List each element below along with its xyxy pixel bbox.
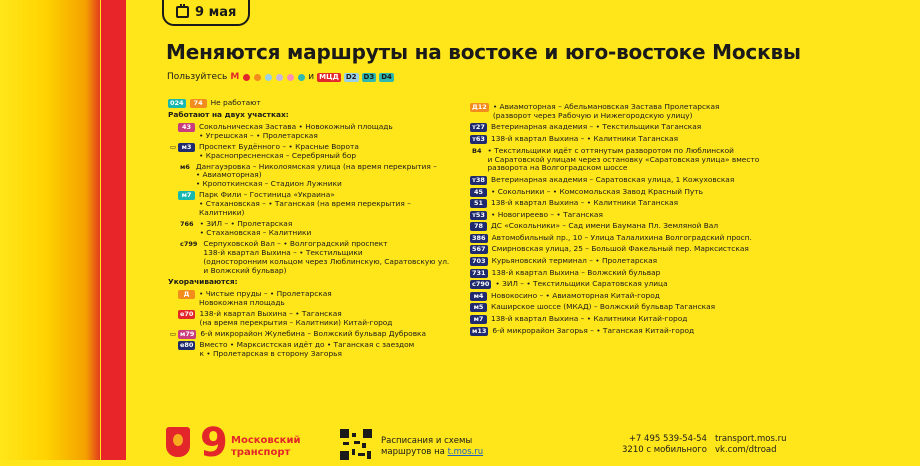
schedule-line-1: Расписания и схемы bbox=[381, 436, 473, 446]
left-column bbox=[168, 99, 458, 361]
route-line: 138-й квартал Выхина – • Калитники Таганская bbox=[491, 134, 679, 143]
route-line: Каширское шоссе (МКАД) – Волжский бульвар Таганская bbox=[491, 302, 716, 312]
route-badge: Д12 bbox=[472, 103, 487, 111]
right-column bbox=[470, 103, 770, 338]
route-badge: 386 bbox=[472, 233, 486, 242]
route-line: 138-й квартал Выхина – • Калитники Таганская bbox=[491, 198, 679, 208]
route-row bbox=[168, 143, 458, 161]
mcd-d4-badge: D4 bbox=[381, 72, 392, 81]
route-text bbox=[199, 341, 458, 359]
route-text bbox=[492, 269, 770, 278]
mcd-badge: МЦД bbox=[319, 72, 339, 81]
route-line: Новокосино – • Авиамоторная Китай-город bbox=[491, 290, 660, 300]
date-tab bbox=[162, 0, 250, 26]
route-text bbox=[199, 143, 458, 161]
route-line: Смирновская улица, 25 – Большой Факельный пер. Марксистская bbox=[491, 244, 749, 254]
route-row bbox=[470, 292, 770, 301]
route-row bbox=[168, 191, 458, 218]
route-row bbox=[470, 199, 770, 208]
route-badge: м7 bbox=[178, 191, 195, 200]
metro-line-dot bbox=[298, 74, 305, 81]
route-line: Ветеринарная академия – • Текстильщики Таганская bbox=[491, 122, 702, 132]
metro-line-dot bbox=[243, 74, 250, 81]
left-gradient-stripe bbox=[0, 0, 100, 460]
use-alternatives-line bbox=[167, 72, 394, 82]
not-working-row bbox=[168, 99, 458, 108]
route-badge: т63 bbox=[470, 135, 487, 144]
route-line: • Кропоткинская – Стадион Лужники bbox=[195, 179, 342, 189]
route-badge: 45 bbox=[470, 188, 487, 197]
route-badge: с799 bbox=[180, 239, 198, 248]
route-row bbox=[470, 280, 770, 289]
date-label: 9 мая bbox=[195, 4, 237, 20]
route-text bbox=[196, 163, 458, 190]
route-line: (односторонним кольцом через Люблинскую, Саратовскую ул. bbox=[203, 256, 450, 266]
brand-line-1: Московский bbox=[231, 435, 301, 446]
route-line: • Новогиреево – • Таганская bbox=[491, 209, 603, 219]
two-parts-list bbox=[168, 123, 458, 276]
route-badge: 78 bbox=[470, 222, 487, 231]
route-text bbox=[491, 135, 770, 144]
route-text bbox=[487, 147, 770, 174]
route-line: • Авиамоторная – Абельмановская Застава Пролетарская bbox=[492, 102, 720, 111]
route-badge: 703 bbox=[472, 257, 486, 266]
route-text bbox=[492, 234, 770, 243]
route-line: Калитники) bbox=[199, 208, 245, 218]
route-badge: В4 bbox=[472, 146, 482, 155]
route-text bbox=[491, 211, 770, 220]
route-line: Дангауэровка – Николоямская улица (на время перекрытия – bbox=[195, 161, 437, 171]
phone-info bbox=[622, 434, 707, 456]
route-line: • Авиамоторная) bbox=[195, 170, 262, 180]
use-prefix: Пользуйтесь bbox=[167, 72, 228, 82]
route-line: Новокожная площадь bbox=[199, 298, 285, 308]
transport-logo-icon: 9 bbox=[200, 420, 228, 466]
route-row bbox=[470, 176, 770, 185]
route-line: и Саратовской улицам через остановку «Саратовская улица» вместо bbox=[487, 154, 760, 164]
route-badge: 567 bbox=[472, 245, 486, 254]
route-row bbox=[470, 257, 770, 266]
route-row bbox=[470, 303, 770, 312]
bus-icon: ▭ bbox=[169, 329, 177, 338]
route-text bbox=[199, 123, 458, 141]
route-text bbox=[199, 191, 458, 218]
brand-line-2: транспорт bbox=[231, 447, 291, 458]
route-line: разворота на Волгоградском шоссе bbox=[487, 163, 628, 173]
route-badge: 731 bbox=[472, 268, 486, 277]
route-text bbox=[199, 310, 458, 328]
route-line: • Текстильщики идёт с оттянутым разворотом по Люблинской bbox=[487, 145, 734, 155]
route-row bbox=[168, 123, 458, 141]
route-badge: е70 bbox=[180, 310, 194, 319]
route-row bbox=[168, 290, 458, 308]
route-text bbox=[199, 290, 458, 308]
route-line: Сокольническая Застава • Новокожный площадь bbox=[199, 121, 393, 131]
route-text bbox=[491, 303, 770, 312]
route-line: • Угрешская – • Пролетарская bbox=[199, 130, 318, 140]
phone-number[interactable]: +7 495 539-54-54 bbox=[628, 434, 707, 444]
not-working-text: Не работают bbox=[210, 98, 261, 107]
route-line: Серпуховской Вал – • Волгоградский проспект bbox=[203, 238, 388, 248]
route-line: • Сокольники – • Комсомольская Завод Красный Путь bbox=[491, 186, 703, 196]
route-text bbox=[491, 292, 770, 301]
route-row bbox=[168, 341, 458, 359]
route-badge: т38 bbox=[470, 176, 487, 185]
route-badge: м5 bbox=[470, 303, 487, 312]
route-badge: т53 bbox=[470, 211, 487, 220]
route-row bbox=[470, 188, 770, 197]
route-line: Курьяновский терминал – • Пролетарская bbox=[491, 256, 658, 266]
route-line: (на время перекрытия – Калитники) Китай-город bbox=[199, 318, 393, 328]
mcd-d2-badge: D2 bbox=[345, 72, 357, 81]
route-row bbox=[168, 330, 458, 339]
right-routes-list bbox=[470, 103, 770, 336]
route-line: Автомобильный пр., 10 – Улица Талалихина Волгоградский просп. bbox=[491, 232, 752, 242]
route-line: Ветеринарная академия – Саратовская улица, 1 Кожуховская bbox=[491, 174, 735, 184]
route-line: Проспект Будённого – • Красные Ворота bbox=[199, 141, 359, 151]
route-row bbox=[470, 222, 770, 231]
route-badge: с790 bbox=[472, 280, 490, 289]
route-text bbox=[491, 123, 770, 132]
metro-line-dot bbox=[287, 74, 294, 81]
route-badge: 74 bbox=[190, 99, 207, 108]
route-row bbox=[470, 234, 770, 243]
route-line: 138-й квартал Выхина – • Калитники Китай-город bbox=[491, 314, 688, 324]
route-badge: м79 bbox=[180, 329, 195, 338]
route-badge: т27 bbox=[470, 123, 487, 132]
route-line: (разворот через Рабочую и Нижегородскую улицу) bbox=[492, 110, 693, 120]
route-line: • ЗИЛ – • Пролетарская bbox=[199, 218, 293, 228]
moscow-coat-of-arms-icon bbox=[166, 427, 190, 457]
section-shortened: Укорачиваются: bbox=[168, 277, 238, 287]
route-text bbox=[491, 176, 770, 185]
route-text bbox=[203, 240, 458, 276]
route-badge: м4 bbox=[470, 292, 487, 301]
schedule-info bbox=[381, 436, 483, 458]
route-badge: Д bbox=[178, 290, 195, 299]
route-row bbox=[470, 211, 770, 220]
route-badge: м13 bbox=[472, 326, 487, 335]
route-line: Вместо • Марксистская идёт до • Таганская с заездом bbox=[199, 339, 415, 349]
brand-name bbox=[231, 435, 300, 459]
calendar-icon bbox=[176, 6, 189, 18]
route-line: 138-й квартал Выхина – • Текстильщики bbox=[203, 247, 363, 257]
route-badge: 43 bbox=[178, 123, 195, 132]
mcd-d3-badge: D3 bbox=[363, 72, 375, 81]
route-text bbox=[200, 220, 458, 238]
route-line: ДС «Сокольники» – Сад имени Баумана Пл. Земляной Вал bbox=[491, 221, 719, 231]
site-link-transport[interactable]: transport.mos.ru bbox=[715, 434, 787, 444]
route-badge: м7 bbox=[470, 315, 487, 324]
route-row bbox=[470, 135, 770, 144]
phone-mobile: 3210 с мобильного bbox=[622, 445, 707, 455]
route-text bbox=[491, 222, 770, 231]
route-line: • Стахановская – • Таганская (на время перекрытия – bbox=[199, 199, 411, 209]
route-row bbox=[470, 245, 770, 254]
metro-line-dot bbox=[254, 74, 261, 81]
route-line: Парк Фили – Гостиница «Украина» bbox=[199, 190, 335, 200]
qr-code-icon[interactable] bbox=[340, 429, 372, 460]
route-line: • Чистые пруды – • Пролетарская bbox=[199, 289, 332, 299]
metro-line-dot bbox=[276, 74, 283, 81]
route-text bbox=[492, 245, 770, 254]
route-text bbox=[491, 315, 770, 324]
metro-icon: М bbox=[230, 72, 240, 82]
tmos-link[interactable]: t.mos.ru bbox=[447, 447, 484, 457]
route-badge: 51 bbox=[470, 199, 487, 208]
shortened-list bbox=[168, 290, 458, 358]
route-line: • ЗИЛ – • Текстильщики Саратовская улица bbox=[495, 279, 668, 289]
bus-icon: ▭ bbox=[169, 142, 177, 151]
red-side-bar bbox=[101, 0, 126, 460]
route-row bbox=[168, 310, 458, 328]
route-row bbox=[168, 163, 458, 190]
route-row bbox=[470, 147, 770, 174]
route-badge: м6 bbox=[180, 162, 190, 171]
route-text bbox=[491, 188, 770, 197]
route-row bbox=[168, 220, 458, 238]
page-title: Меняются маршруты на востоке и юго-востоке Москвы bbox=[166, 40, 801, 64]
route-row bbox=[470, 123, 770, 132]
route-badge: м3 bbox=[178, 143, 195, 152]
route-row bbox=[470, 327, 770, 336]
route-line: 6-й микрорайон Загорья – • Таганская Китай-город bbox=[492, 325, 695, 335]
schedule-line-2: маршрутов на bbox=[381, 447, 445, 457]
footer bbox=[160, 420, 920, 466]
route-badge: 024 bbox=[170, 99, 184, 107]
route-row bbox=[470, 103, 770, 121]
route-text bbox=[492, 327, 770, 336]
route-badge: 766 bbox=[180, 219, 194, 228]
section-two-parts: Работают на двух участках: bbox=[168, 110, 289, 119]
route-line: • Краснопресненская – Серебряный бор bbox=[199, 150, 357, 160]
route-row bbox=[168, 240, 458, 276]
route-text bbox=[492, 257, 770, 266]
metro-line-dot bbox=[265, 74, 272, 81]
route-text bbox=[493, 103, 770, 121]
route-line: 138-й квартал Выхина – Волжский бульвар bbox=[491, 267, 661, 277]
route-text bbox=[200, 330, 458, 339]
route-line: 6-й микрорайон Жулебина – Волжский бульвар Дубровка bbox=[200, 328, 427, 338]
route-line: 138-й квартал Выхина – • Таганская bbox=[199, 309, 342, 319]
sites-info bbox=[715, 434, 786, 456]
route-text bbox=[495, 280, 770, 289]
route-row bbox=[470, 269, 770, 278]
route-row bbox=[470, 315, 770, 324]
route-line: и Волжский бульвар) bbox=[203, 265, 287, 275]
route-badge: е80 bbox=[180, 340, 194, 349]
route-line: к • Пролетарская в сторону Загорья bbox=[199, 348, 342, 358]
route-line: • Стахановская – Калитники bbox=[199, 227, 312, 237]
use-and: и bbox=[308, 72, 315, 82]
site-link-vk[interactable]: vk.com/dtroad bbox=[715, 445, 777, 455]
route-text bbox=[491, 199, 770, 208]
